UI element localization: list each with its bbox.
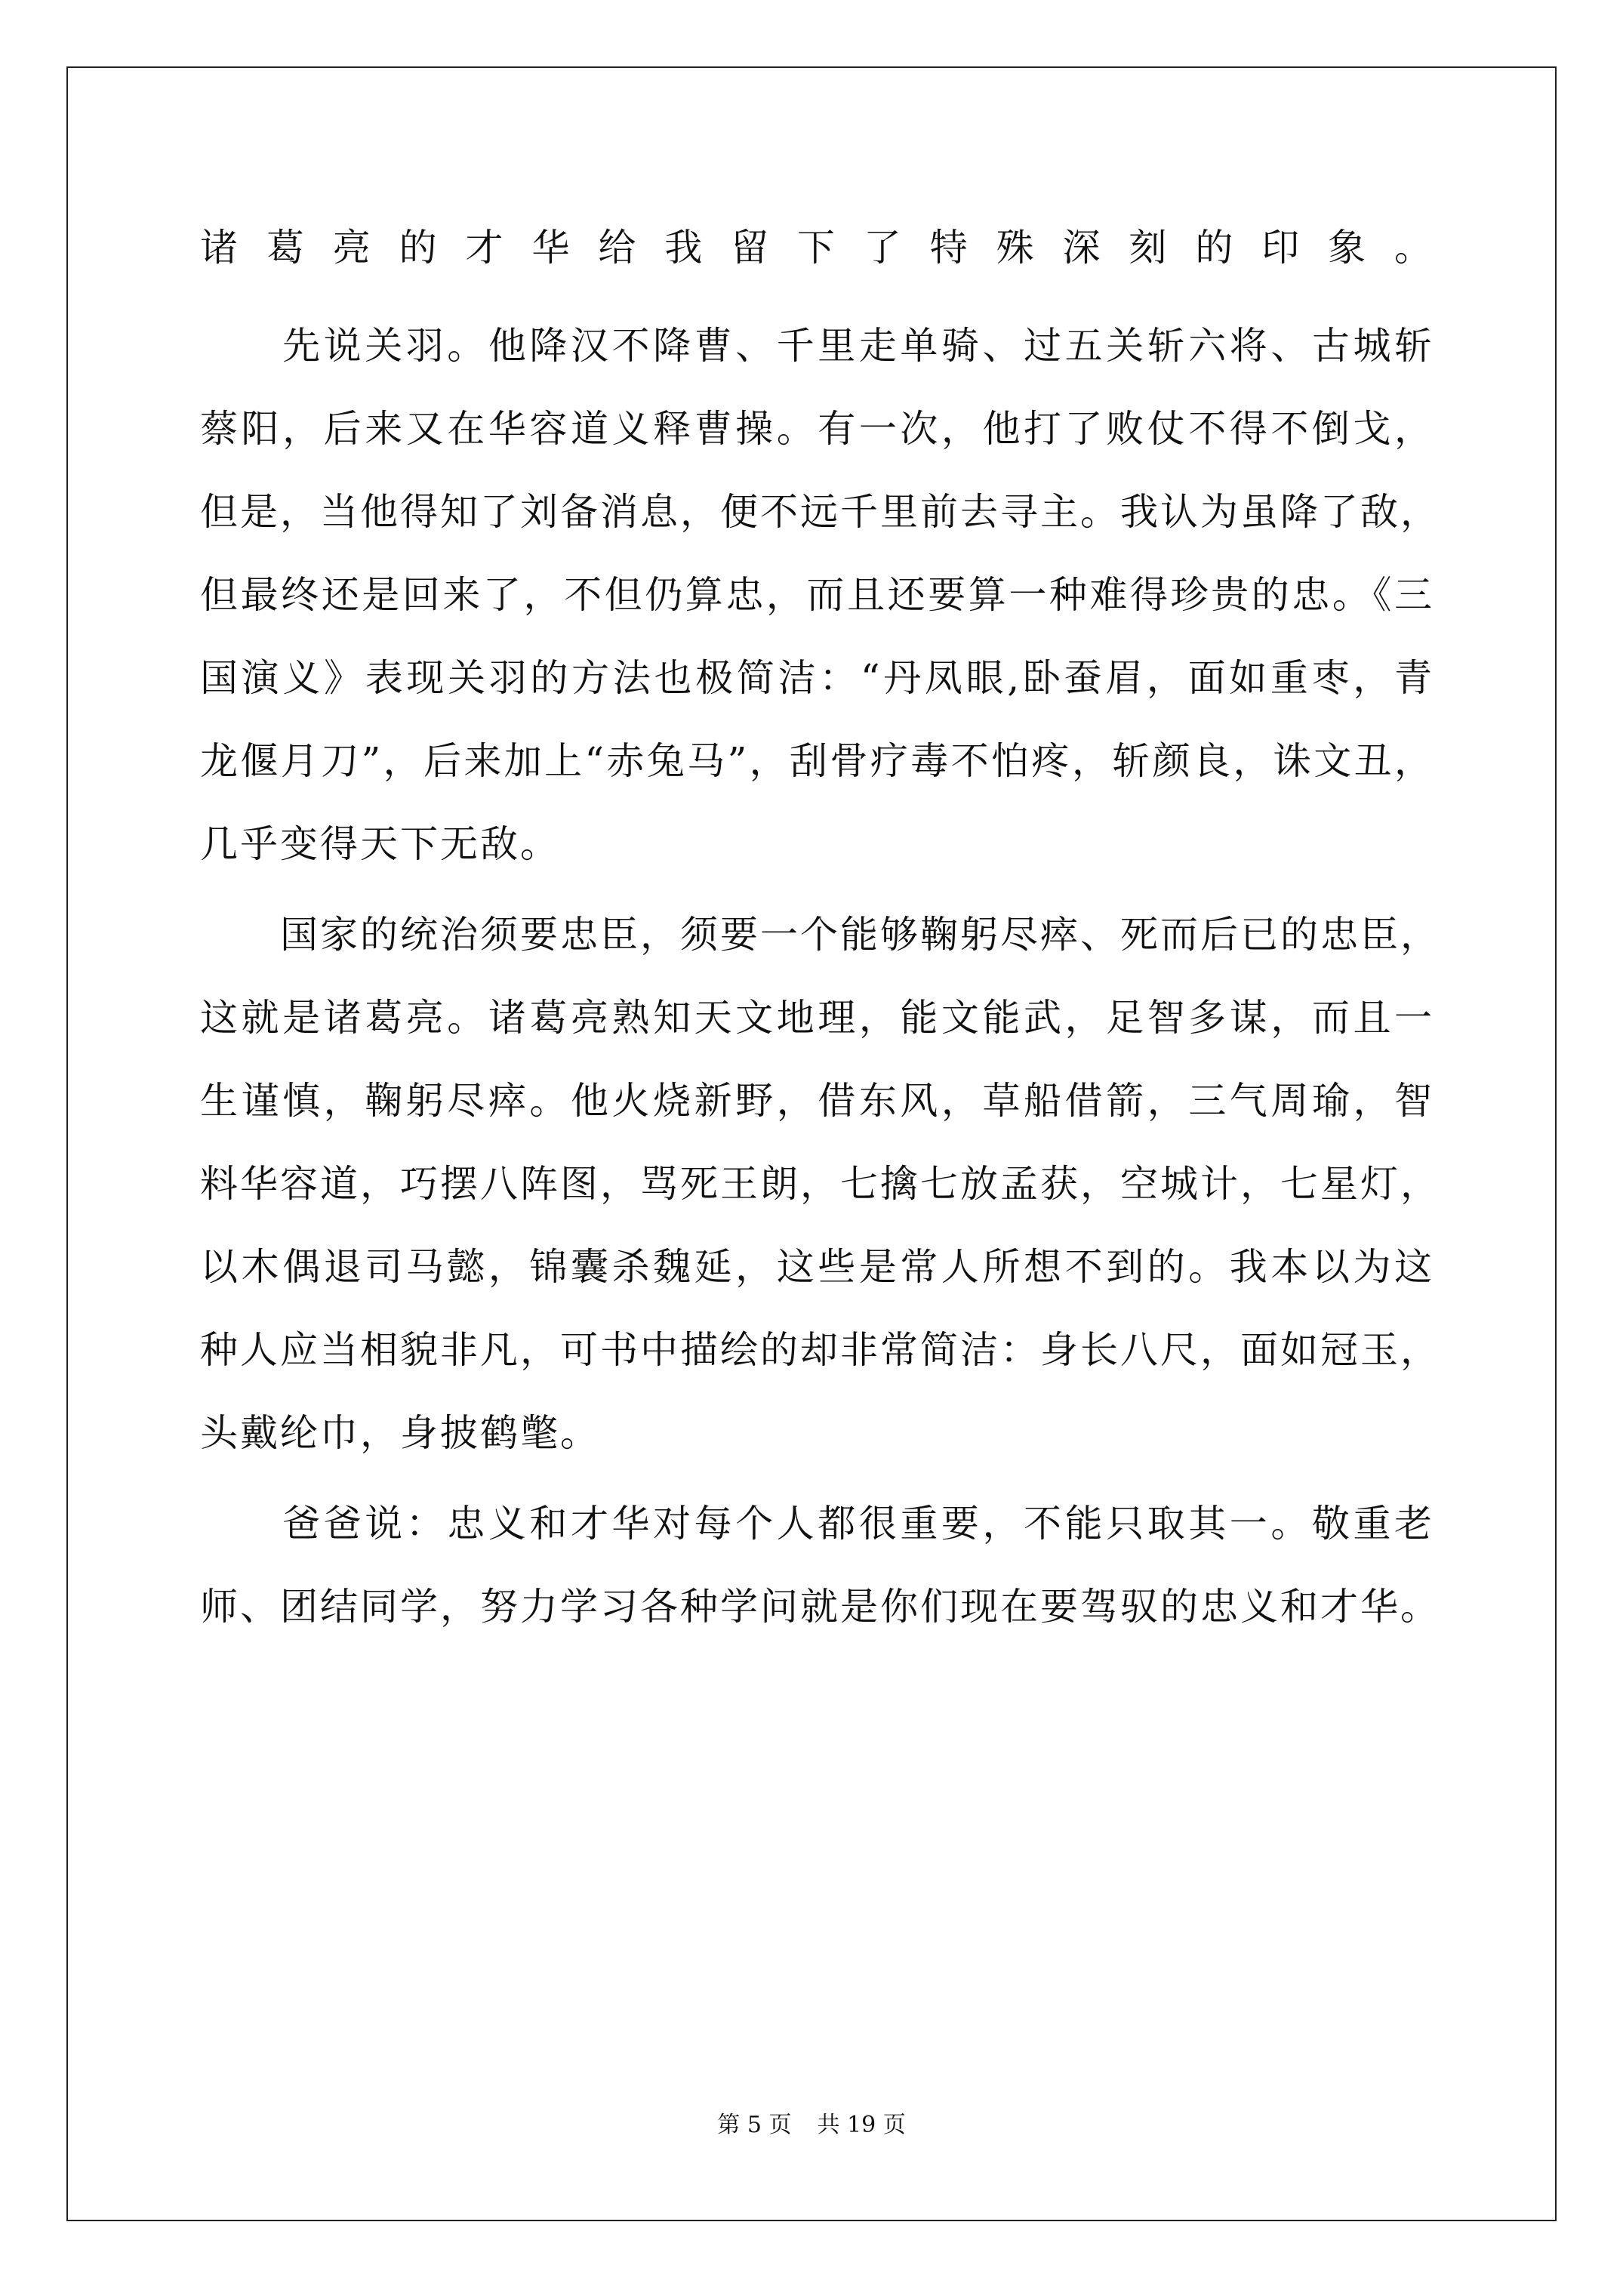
- text-line: 生谨慎，鞠躬尽瘁。他火烧新野，借东风，草船借箭，三气周瑜，智: [200, 1079, 1434, 1123]
- text-line: 种人应当相貌非凡，可书中描绘的却非常简洁：身长八尺，面如冠玉，: [200, 1328, 1440, 1372]
- text-line: 先说关羽。他降汉不降曹、千里走单骑、过五关斩六将、古城斩: [200, 324, 1434, 368]
- page-footer: [0, 2110, 1623, 2140]
- text-line: 料华容道，巧摆八阵图，骂死王朗，七擒七放孟获，空城计，七星灯，: [200, 1162, 1440, 1206]
- text-line: 师、团结同学，努力学习各种学问就是你们现在要驾驭的忠义和才华。: [200, 1585, 1440, 1629]
- text-line: 国家的统治须要忠臣，须要一个能够鞠躬尽瘁、死而后已的忠臣，: [200, 913, 1440, 957]
- text-line: 几乎变得天下无敌。: [200, 822, 560, 866]
- text-line: 爸爸说：忠义和才华对每个人都很重要，不能只取其一。敬重老: [200, 1502, 1434, 1546]
- text-line: 头戴纶巾，身披鹤氅。: [200, 1411, 600, 1455]
- text-line: 蔡阳，后来又在华容道义释曹操。有一次，他打了败仗不得不倒戈，: [200, 407, 1434, 451]
- text-line: 诸葛亮的才华给我留下了特殊深刻的印象。: [200, 226, 1434, 270]
- page-border: [66, 66, 1557, 2221]
- text-line: 国演义》表现关羽的方法也极简洁：“丹凤眼,卧蚕眉，面如重枣，青: [200, 656, 1434, 700]
- text-line: 但是，当他得知了刘备消息，便不远千里前去寻主。我认为虽降了敌，: [200, 490, 1440, 534]
- text-line: 以木偶退司马懿，锦囊杀魏延，这些是常人所想不到的。我本以为这: [200, 1245, 1434, 1289]
- page-total: 共 19 页: [817, 2112, 906, 2138]
- text-line: 但最终还是回来了，不但仍算忠，而且还要算一种难得珍贵的忠。《三: [200, 573, 1434, 617]
- text-line: 这就是诸葛亮。诸葛亮熟知天文地理，能文能武，足智多谋，而且一: [200, 996, 1434, 1040]
- page-number: 第 5 页: [717, 2112, 792, 2138]
- text-line: 龙偃月刀”，后来加上“赤兔马”，刮骨疗毒不怕疼，斩颜良，诛文丑，: [200, 739, 1434, 783]
